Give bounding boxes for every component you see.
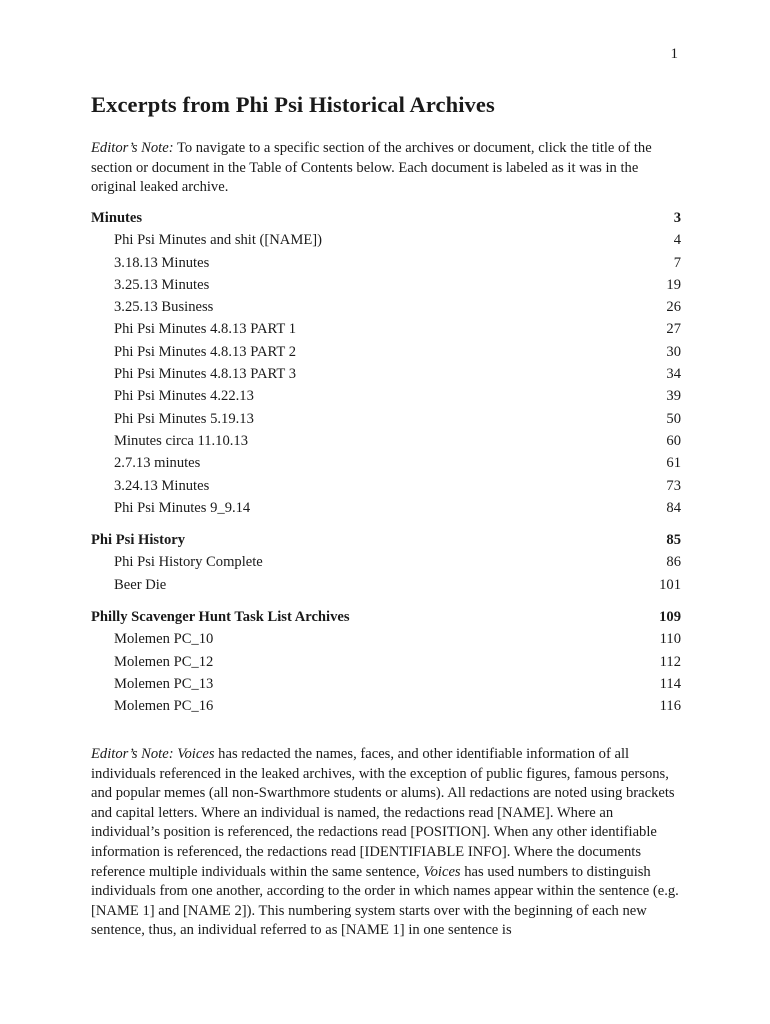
toc-entry-title: Molemen PC_10 [114,631,214,648]
toc-entry-page: 4 [673,232,681,249]
intro-note-label: Editor’s Note: [91,140,174,156]
toc-entry-title: Phi Psi Minutes 4.8.13 PART 1 [114,321,297,338]
voices-name-2: Voices [423,863,461,880]
toc-section-heading-link[interactable] [91,529,681,551]
toc-entry-page: 112 [659,653,681,670]
toc-entry-page: 84 [666,499,681,516]
toc-section-heading-link[interactable] [91,606,681,628]
outro-note-label: Editor’s Note: [91,746,178,762]
toc-section-title: Phi Psi History [91,532,186,549]
outro-note-text-2: has used numbers to distinguish individuals from one another, according to the order in which names appear within the sentence (e.g. [NAME 1] and [NAME 2]). This numbering system starts over with the beginning of each new sentence, thus, an individual referred to as [NAME 1] in one sentence is [91,863,679,939]
outro-editors-note [91,745,681,941]
toc-section-page: 85 [666,532,681,549]
toc-entry-page: 60 [666,432,681,449]
voices-name-1: Voices [177,746,215,762]
toc-entry-page: 110 [659,631,681,648]
toc-entry-link[interactable] [91,673,681,695]
intro-note-text: To navigate to a specific section of the archives or document, click the title of the section or document in the Table of Contents below. Each document is labeled as it was in the original leaked archive. [91,140,652,196]
document-title: Excerpts from Phi Psi Historical Archives [91,92,495,117]
toc-section-page: 109 [659,609,681,626]
toc-entry-link[interactable] [91,318,681,340]
toc-entry-link[interactable] [91,695,681,717]
toc-entry-page: 101 [659,576,681,593]
toc-entry-page: 30 [666,343,681,360]
toc-entry-page: 27 [666,321,681,338]
toc-entry-page: 86 [666,554,681,571]
toc-entry-page: 7 [673,254,681,271]
toc-section [91,207,681,519]
outro-note-text-1: has redacted the names, faces, and other identifiable information of all individuals referenced in the leaked archives, with the exception of public figures, famous persons, and popular memes (all non-Swarthmore students or alums). All redactions are noted using brackets and capital letters. Where an individual is named, the redactions read [NAME]. Where an individual’s position is referenced, the redactions read [POSITION]. When any other identifiable information is referenced, the redactions read [IDENTIFIABLE INFO]. Where the documents reference multiple individuals within the same sentence, [91,746,675,880]
toc-entry-page: 50 [666,410,681,427]
toc-entry-title: Phi Psi Minutes 4.8.13 PART 3 [114,366,297,383]
toc-entry-title: 2.7.13 minutes [114,455,201,472]
toc-entry-page: 26 [666,299,681,316]
toc-entry-link[interactable] [91,296,681,318]
toc-entry-title: 3.18.13 Minutes [114,254,210,271]
toc-entry-link[interactable] [91,274,681,296]
toc-section-title: Philly Scavenger Hunt Task List Archives [91,609,350,626]
toc-entry-title: Phi Psi Minutes 4.22.13 [114,388,254,405]
toc-entry-link[interactable] [91,651,681,673]
toc-section [91,529,681,596]
toc-entry-link[interactable] [91,497,681,519]
toc-entry-link[interactable] [91,408,681,430]
toc-entry-page: 73 [666,477,681,494]
toc-entry-title: Phi Psi Minutes 4.8.13 PART 2 [114,343,297,360]
toc-entry-title: Molemen PC_16 [114,698,214,715]
toc-entry-link[interactable] [91,229,681,251]
toc-section [91,606,681,717]
toc-entry-link[interactable] [91,475,681,497]
toc-entry-title: 3.24.13 Minutes [114,477,210,494]
toc-entry-page: 116 [659,698,681,715]
toc-entry-page: 19 [666,276,681,293]
toc-entry-link[interactable] [91,430,681,452]
toc-entry-title: Phi Psi Minutes 5.19.13 [114,410,254,427]
toc-entry-link[interactable] [91,574,681,596]
toc-entry-page: 61 [666,455,681,472]
toc-entry-title: Beer Die [114,576,167,593]
toc-entry-link[interactable] [91,452,681,474]
toc-entry-title: 3.25.13 Business [114,299,214,316]
toc-entry-title: Phi Psi Minutes and shit ([NAME]) [114,232,322,249]
toc-section-page: 3 [673,210,681,226]
toc-entry-link[interactable] [91,628,681,650]
toc-entry-title: Minutes circa 11.10.13 [114,432,249,449]
toc-entry-link[interactable] [91,252,681,274]
toc-entry-link[interactable] [91,385,681,407]
page-number: 1 [670,46,678,62]
toc-entry-title: Molemen PC_13 [114,675,214,692]
toc-entry-title: Molemen PC_12 [114,653,214,670]
toc-section-heading-link[interactable] [91,207,681,229]
toc-entry-link[interactable] [91,363,681,385]
toc-entry-title: 3.25.13 Minutes [114,276,210,293]
toc-entry-page: 39 [666,388,681,405]
toc-entry-link[interactable] [91,341,681,363]
toc-entry-title: Phi Psi Minutes 9_9.14 [114,499,251,516]
toc-section-title: Minutes [91,210,143,226]
toc-entry-page: 114 [659,675,681,692]
intro-editors-note [91,139,681,198]
toc-entry-title: Phi Psi History Complete [114,554,263,571]
table-of-contents [91,207,681,728]
toc-entry-page: 34 [666,366,681,383]
toc-entry-link[interactable] [91,551,681,573]
